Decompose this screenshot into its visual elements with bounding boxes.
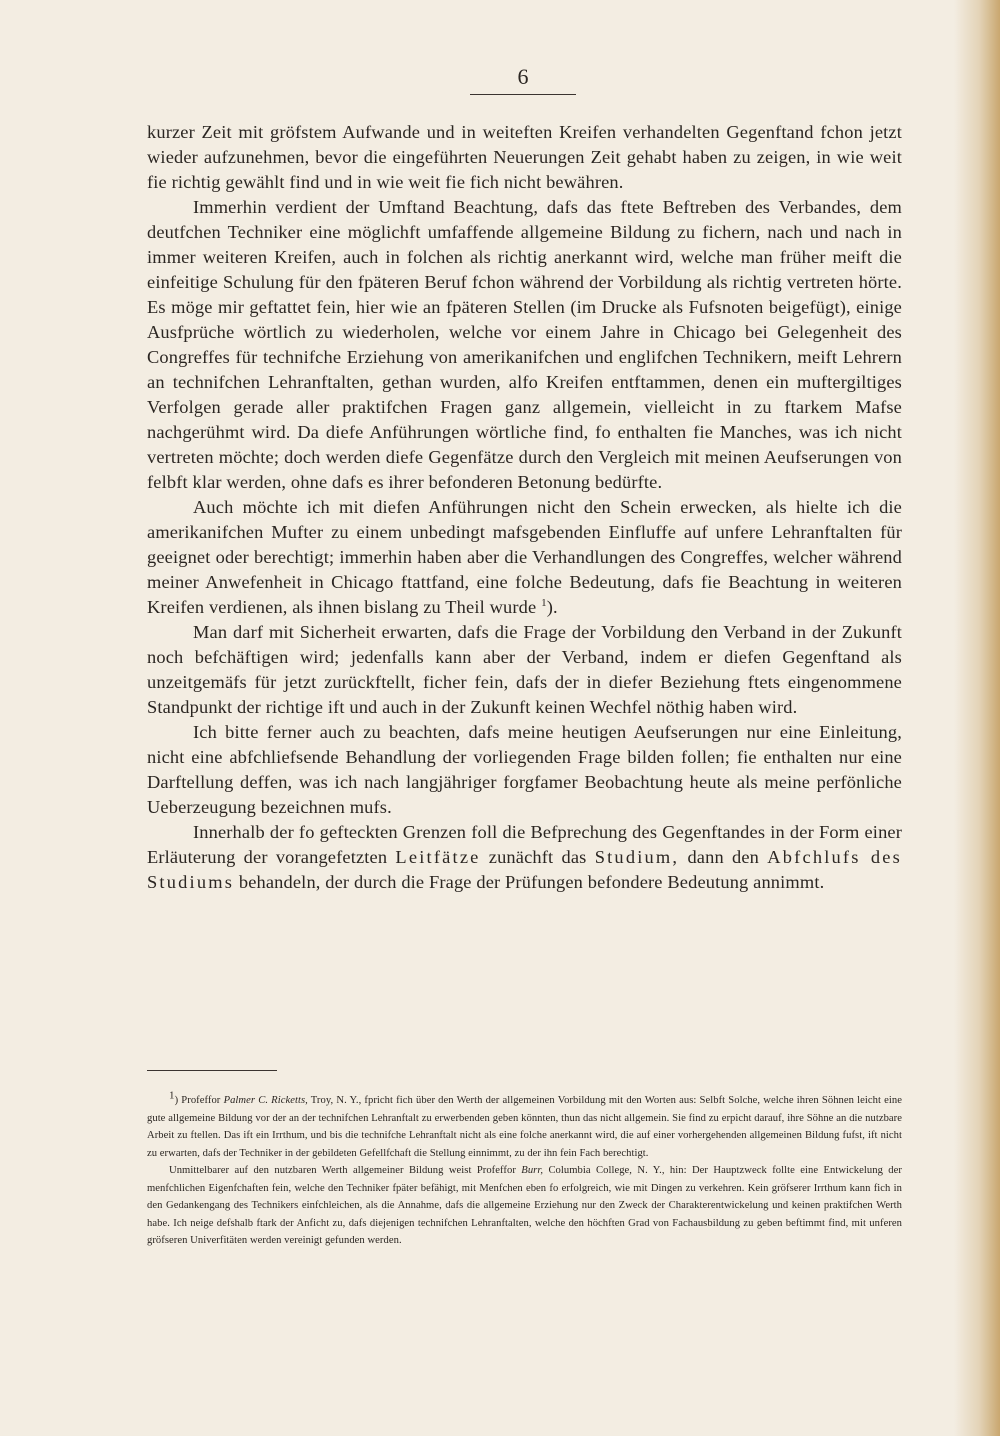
- spaced-term-leitsaetze: Leitfätze: [395, 847, 481, 867]
- paragraph-6-text-d: behandeln, der durch die Frage der Prüfungen befondere Bedeutung annimmt.: [238, 872, 825, 892]
- body-text: [147, 120, 902, 895]
- paragraph-2: Immerhin verdient der Umftand Beachtung, dafs das ftete Beftreben des Verbandes, dem deutfchen Techniker eine möglichft umfaffende allgemeine Bildung zu fichern, nach und nach in immer weiteren Kreifen, auch in folchen als richtig anerkannt wird, welche man früher meift die einfeitige Schulung für den fpäteren Beruf fchon während der Vorbildung als richtig vertreten hörte. Es möge mir geftattet fein, hier wie an fpäteren Stellen (im Drucke als Fufsnoten beigefügt), einige Ausfprüche wörtlich zu wiederholen, welche vor einem Jahre in Chicago bei Gelegenheit des Congreffes für technifche Erziehung von amerikanifchen und englifchen Technikern, meift Lehrern an technifchen Lehranftalten, gethan wurden, alfo Kreifen entftammen, denen ein muftergiltiges Verfolgen gerade aller praktifchen Fragen ganz allgemein, vielleicht in zu ftarkem Mafse nachgerühmt wird. Da diefe Anführungen wörtliche find, fo enthalten fie Manches, was ich nicht vertreten möchte; doch werden diefe Gegenfätze durch den Vergleich mit meinen Aeufserungen von felbft klar werden, ohne dafs es ihrer befonderen Betonung bedürfte.: [147, 197, 902, 492]
- footnote-1-author: Palmer C. Ricketts,: [223, 1095, 308, 1106]
- paragraph-3-end: ).: [546, 597, 558, 617]
- footnote-reference: 1: [541, 596, 547, 609]
- paragraph-3-text: Auch möchte ich mit diefen Anführungen nicht den Schein erwecken, als hielte ich die amerikanifchen Mufter zu einem unbedingt mafsgebenden Einfluffe auf unfere Lehranftalten für geeignet oder berechtigt; immerhin haben aber die Verhandlungen des Congreffes, welcher während meiner Anwefenheit in Chicago ftattfand, eine folche Bedeutung, dafs fie Beachtung in weiteren Kreifen verdienen, als ihnen bislang zu Theil wurde: [147, 497, 902, 617]
- paragraph-3: [147, 495, 902, 620]
- footnote-2-text: Columbia College, N. Y., hin: Der Hauptzweck follte eine Entwickelung der menfchlichen Eigenfchaften fein, welche den Techniker fpäter befähigt, mit Menfchen eben fo erfolgreich, wie mit Dingen zu verkehren. Kein gröfserer Irrthum kann fich in den Gedankengang des Technikers einfchleichen, als die Annahme, dafs die allgemeine Erziehung nur den Zweck der Charakterentwickelung und keinen praktifchen Werth habe. Ich neige defshalb ftark der Anficht zu, dafs diejenigen technifchen Lehranftalten, welche den höchften Grad von Fachausbildung zu geben beftimmt find, mit unferen gröfseren Univerfitäten werden vereinigt gefunden werden.: [147, 1165, 902, 1246]
- paragraph-6-text-c: dann den: [687, 847, 760, 867]
- paragraph-6-text-b: zunächft das: [488, 847, 587, 867]
- paragraph-6: [147, 820, 902, 895]
- page-number: 6: [470, 62, 576, 95]
- footnote-marker: 1: [169, 1089, 175, 1102]
- footnote-1: [147, 1089, 902, 1162]
- footnote-divider: [147, 1070, 277, 1071]
- paragraph-4: Man darf mit Sicherheit erwarten, dafs die Frage der Vorbildung den Verband in der Zukunft noch befchäftigen wird; jedenfalls kann aber der Verband, indem er diefen Gegenftand als unzeitgemäfs für jetzt zurückftellt, ficher fein, dafs der in diefer Beziehung ftets eingenommene Standpunkt der richtige ift und auch in der Zukunft keinen Wechfel nöthig haben wird.: [147, 622, 902, 717]
- paragraph-1: kurzer Zeit mit gröfstem Aufwande und in weiteften Kreifen verhandelten Gegenftand fchon jetzt wieder aufzunehmen, bevor die eingeführten Neuerungen Zeit gehabt haben zu zeigen, in wie weit fie richtig gewählt find und in wie weit fie fich nicht bewähren.: [147, 122, 902, 192]
- footnotes: [147, 1089, 902, 1250]
- paragraph-5: Ich bitte ferner auch zu beachten, dafs meine heutigen Aeufserungen nur eine Einleitung, nicht eine abfchliefsende Behandlung der vorliegenden Frage bilden follen; fie enthalten nur eine Darftellung deffen, was ich nach langjähriger forgfamer Beobachtung heute als meine perfönliche Ueberzeugung bezeichnen mufs.: [147, 722, 902, 817]
- footnote-2: [147, 1162, 902, 1250]
- footnote-1-lead: ) Profeffor: [174, 1095, 221, 1106]
- footnote-1-text: Troy, N. Y., fpricht fich über den Werth der allgemeinen Vorbildung mit den Worten aus: Selbft Solche, welche ihren Söhnen leicht eine gute allgemeine Bildung vor der an der technifchen Lehranftalt zu erwerbenden geben könnten, thun das nicht allgemein. Sie find zu erpicht darauf, ihre Söhne an die nutzbare Arbeit zu ftellen. Das ift ein Irrthum, und bis die technifche Lehranftalt nicht als eine folche anerkannt wird, die auf einer vorhergehenden allgemeinen Bildung fufst, ift nicht zu erwarten, dafs der Techniker in der gebildeten Gefellfchaft die Stellung einnimmt, zu der ihn fein Fach berechtigt.: [147, 1095, 902, 1159]
- spaced-term-studium: Studium,: [594, 847, 680, 867]
- paragraph-6-text-a: Innerhalb der fo gefteckten Grenzen foll die Befprechung des Gegenftandes in der Form einer Erläuterung der vorangefetzten: [147, 822, 902, 867]
- footnote-2-author: Burr,: [521, 1165, 544, 1176]
- footnote-2-lead: Unmittelbarer auf den nutzbaren Werth allgemeiner Bildung weist Profeffor: [169, 1165, 516, 1176]
- page-edge-shadow: [954, 0, 1000, 1436]
- spaced-term-abschluss: Abfchlufs des Studiums: [147, 847, 902, 892]
